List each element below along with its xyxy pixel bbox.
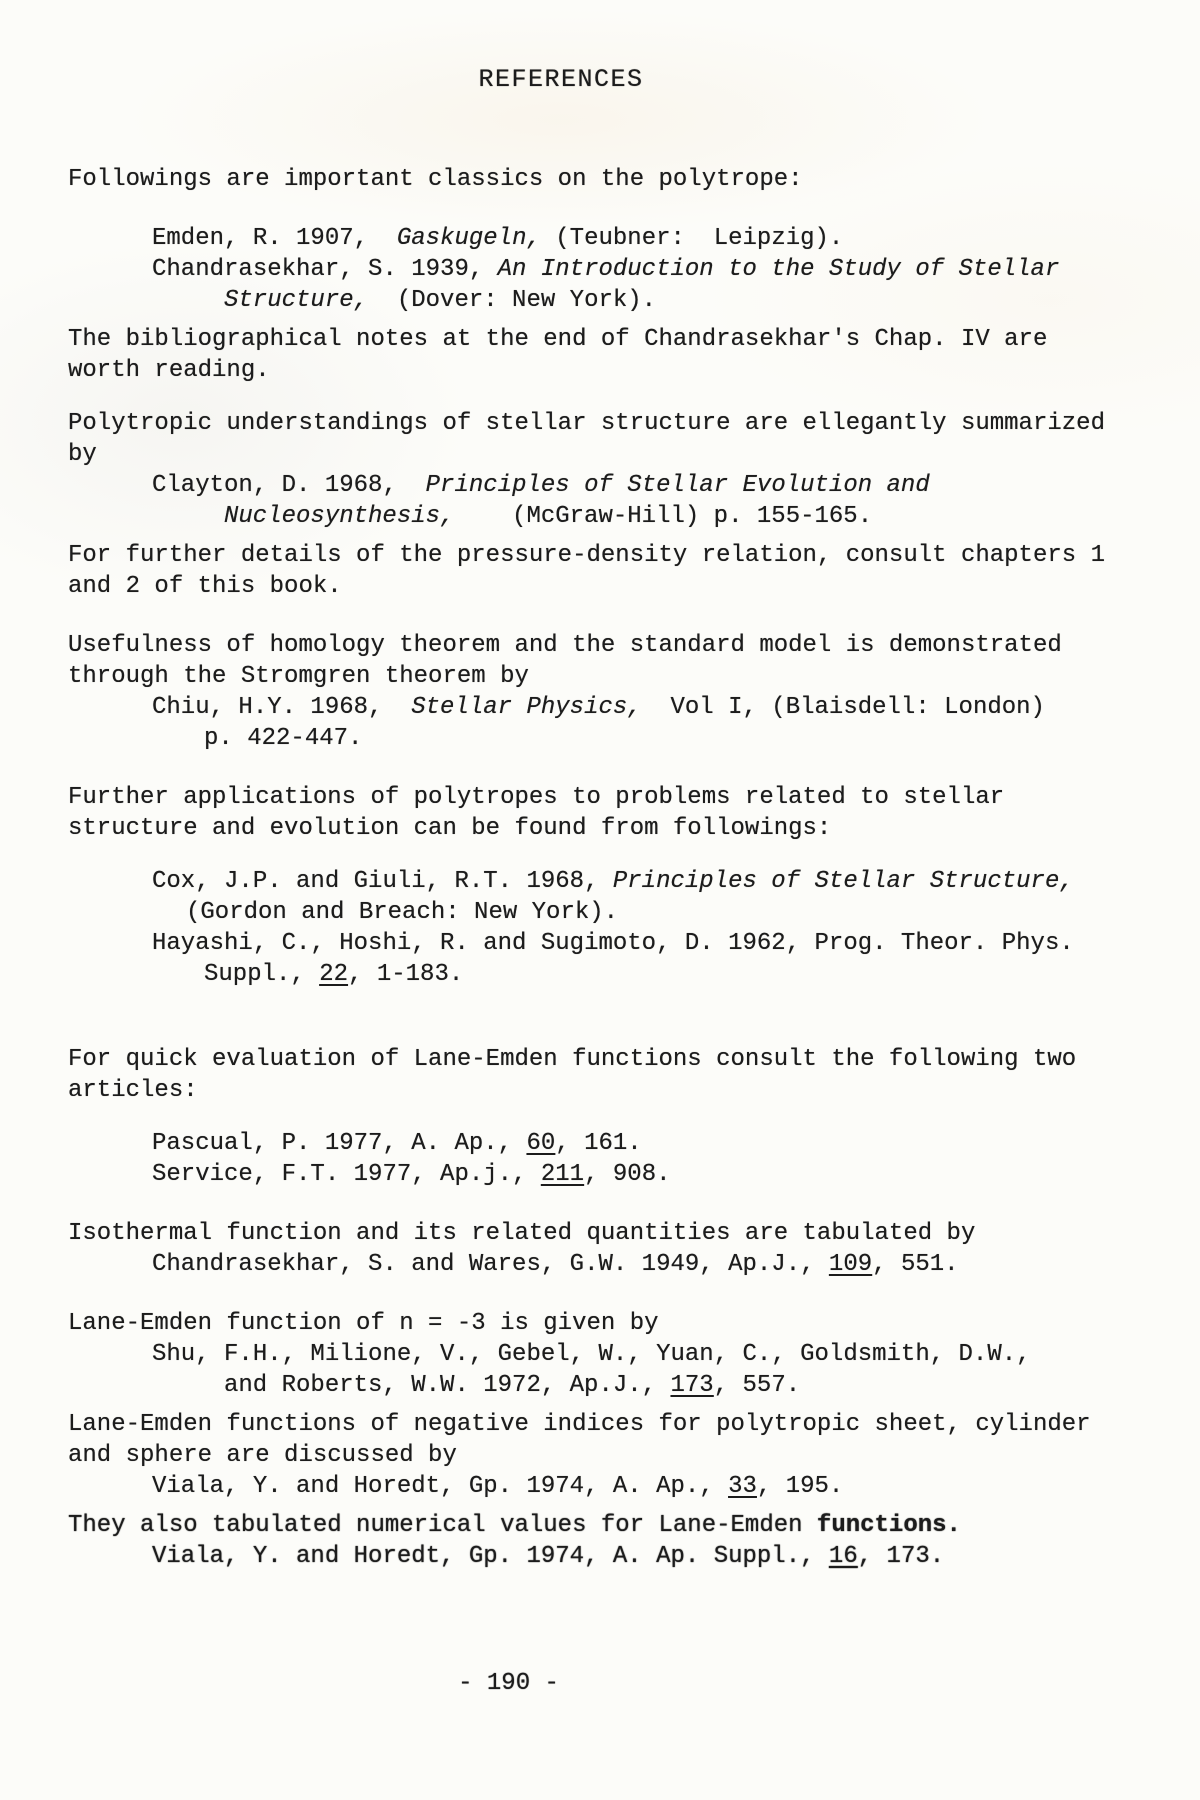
book-title-segment: Structure, (224, 287, 369, 314)
text-line (68, 1308, 1154, 1339)
text-line (152, 1339, 1154, 1370)
reference-block (68, 223, 1154, 316)
text-segment: Isothermal function and its related quantities are tabulated by (68, 1220, 976, 1247)
text-segment: p. 422-447. (204, 725, 363, 752)
text-segment: , 161. (555, 1130, 642, 1157)
text-line (68, 1510, 1154, 1541)
text-line (152, 1128, 1154, 1159)
volume-number: 33 (728, 1473, 757, 1500)
text-segment: For further details of the pressure-density relation, consult chapters 1 (68, 542, 1105, 569)
text-segment: , 195. (756, 1473, 844, 1500)
text-line (68, 1218, 1154, 1249)
text-line (68, 1409, 1154, 1440)
text-segment: Lane-Emden function of n = -3 is given by (68, 1310, 659, 1337)
reference-block (68, 630, 1154, 754)
text-segment: structure and evolution can be found from followings: (68, 815, 832, 842)
text-segment: Viala, Y. and Horedt, Gp. 1974, A. Ap. Suppl., (152, 1543, 829, 1570)
text-line (68, 630, 1154, 661)
text-line (204, 959, 1154, 990)
text-line (152, 928, 1154, 959)
reference-block (68, 1044, 1154, 1106)
text-line (68, 1075, 1154, 1106)
text-line (152, 254, 1154, 285)
reference-block (68, 1308, 1154, 1401)
text-segment: articles: (68, 1077, 198, 1104)
text-line (152, 692, 1154, 723)
reference-block (68, 866, 1154, 990)
reference-block (68, 324, 1154, 386)
text-line (68, 324, 1154, 355)
text-segment: Lane-Emden functions of negative indices for polytropic sheet, cylinder (68, 1411, 1091, 1438)
volume-number: 109 (828, 1251, 873, 1278)
book-title-segment: Gaskugeln, (396, 225, 541, 252)
text-segment: Shu, F.H., Milione, V., Gebel, W., Yuan, C., Goldsmith, D.W., (152, 1341, 1031, 1368)
text-segment: , 1-183. (348, 961, 464, 988)
text-line (152, 1159, 1154, 1190)
book-title-segment: Stellar Physics, (411, 694, 642, 721)
text-segment: Hayashi, C., Hoshi, R. and Sugimoto, D. 1962, Prog. Theor. Phys. (152, 930, 1074, 957)
text-segment: Followings are important classics on the polytrope: (68, 166, 803, 193)
text-line (68, 1440, 1154, 1471)
text-line (68, 1044, 1154, 1075)
text-segment: The bibliographical notes at the end of Chandrasekhar's Chap. IV are (68, 326, 1048, 353)
reference-block (68, 540, 1154, 602)
text-segment: and sphere are discussed by (68, 1442, 457, 1469)
text-segment: Usefulness of homology theorem and the standard model is demonstrated (68, 632, 1062, 659)
text-segment: They also tabulated numerical values for Lane-Emden (68, 1512, 817, 1539)
text-segment: Chandrasekhar, S. 1939, (152, 256, 498, 283)
text-line (204, 723, 1154, 754)
text-segment: Polytropic understandings of stellar structure are ellegantly summarized (68, 410, 1105, 437)
text-segment: Emden, R. 1907, (152, 225, 397, 252)
text-segment: For quick evaluation of Lane-Emden functions consult the following two (68, 1046, 1077, 1073)
text-segment: Chiu, H.Y. 1968, (152, 694, 412, 721)
text-segment: Suppl., (204, 961, 320, 988)
text-line (68, 355, 1154, 386)
text-segment: Service, F.T. 1977, Ap.j., (152, 1161, 541, 1188)
text-segment: (Gordon and Breach: New York). (186, 899, 619, 926)
page-title: REFERENCES (478, 65, 644, 94)
text-line (68, 782, 1154, 813)
text-segment: Viala, Y. and Horedt, Gp. 1974, A. Ap., (152, 1473, 729, 1500)
references-body (68, 164, 1154, 1572)
reference-block (68, 164, 1154, 195)
text-line (152, 223, 1154, 254)
text-line (152, 1541, 1154, 1572)
text-segment: through the Stromgren theorem by (68, 663, 529, 690)
text-segment: Further applications of polytropes to problems related to stellar (68, 784, 1005, 811)
text-segment: Cox, J.P. and Giuli, R.T. 1968, (152, 868, 613, 895)
volume-number: 22 (319, 961, 349, 988)
text-segment: (Teubner: Leipzig). (540, 225, 844, 252)
text-segment: , 908. (584, 1161, 671, 1188)
text-line (224, 501, 1154, 532)
reference-block (68, 408, 1154, 532)
book-title-segment: Principles of Stellar Structure, (612, 868, 1074, 895)
volume-number: 173 (670, 1372, 714, 1399)
reference-block (68, 1218, 1154, 1280)
text-line (68, 813, 1154, 844)
text-segment: , 173. (857, 1543, 945, 1570)
text-line (68, 571, 1154, 602)
text-line (186, 897, 1154, 928)
text-line (224, 285, 1154, 316)
reference-block (68, 1510, 1154, 1572)
text-line (68, 164, 1154, 195)
text-segment: Chandrasekhar, S. and Wares, G.W. 1949, Ap.J., (152, 1251, 829, 1278)
text-segment: , 551. (872, 1251, 959, 1278)
text-segment: , 557. (713, 1372, 801, 1399)
text-segment: (Dover: New York). (368, 287, 657, 314)
text-segment: (McGraw-Hill) p. 155-165. (454, 503, 873, 530)
volume-number: 60 (526, 1130, 556, 1157)
reference-block (68, 1409, 1154, 1502)
text-line (68, 661, 1154, 692)
text-line (68, 439, 1154, 470)
reference-block (68, 1128, 1154, 1190)
text-line (68, 540, 1154, 571)
volume-number: 16 (828, 1543, 858, 1570)
text-segment: Clayton, D. 1968, (152, 472, 426, 499)
text-line (224, 1370, 1154, 1401)
text-segment: worth reading. (68, 357, 270, 384)
book-title-segment: An Introduction to the Study of Stellar (497, 256, 1060, 283)
text-line (68, 408, 1154, 439)
text-line (152, 866, 1154, 897)
text-segment: Vol I, (Blaisdell: London) (641, 694, 1045, 721)
text-segment: and Roberts, W.W. 1972, Ap.J., (224, 1372, 671, 1399)
book-title-segment: Principles of Stellar Evolution and (425, 472, 930, 499)
text-segment: and 2 of this book. (68, 573, 342, 600)
bold-text-segment: functions. (816, 1512, 961, 1539)
reference-block (68, 782, 1154, 844)
text-segment: Pascual, P. 1977, A. Ap., (152, 1130, 527, 1157)
page-number: - 190 - (458, 1670, 559, 1697)
book-title-segment: Nucleosynthesis, (224, 503, 455, 530)
text-line (152, 1249, 1154, 1280)
text-segment: by (68, 441, 97, 468)
volume-number: 211 (540, 1161, 585, 1188)
text-line (152, 470, 1154, 501)
text-line (152, 1471, 1154, 1502)
